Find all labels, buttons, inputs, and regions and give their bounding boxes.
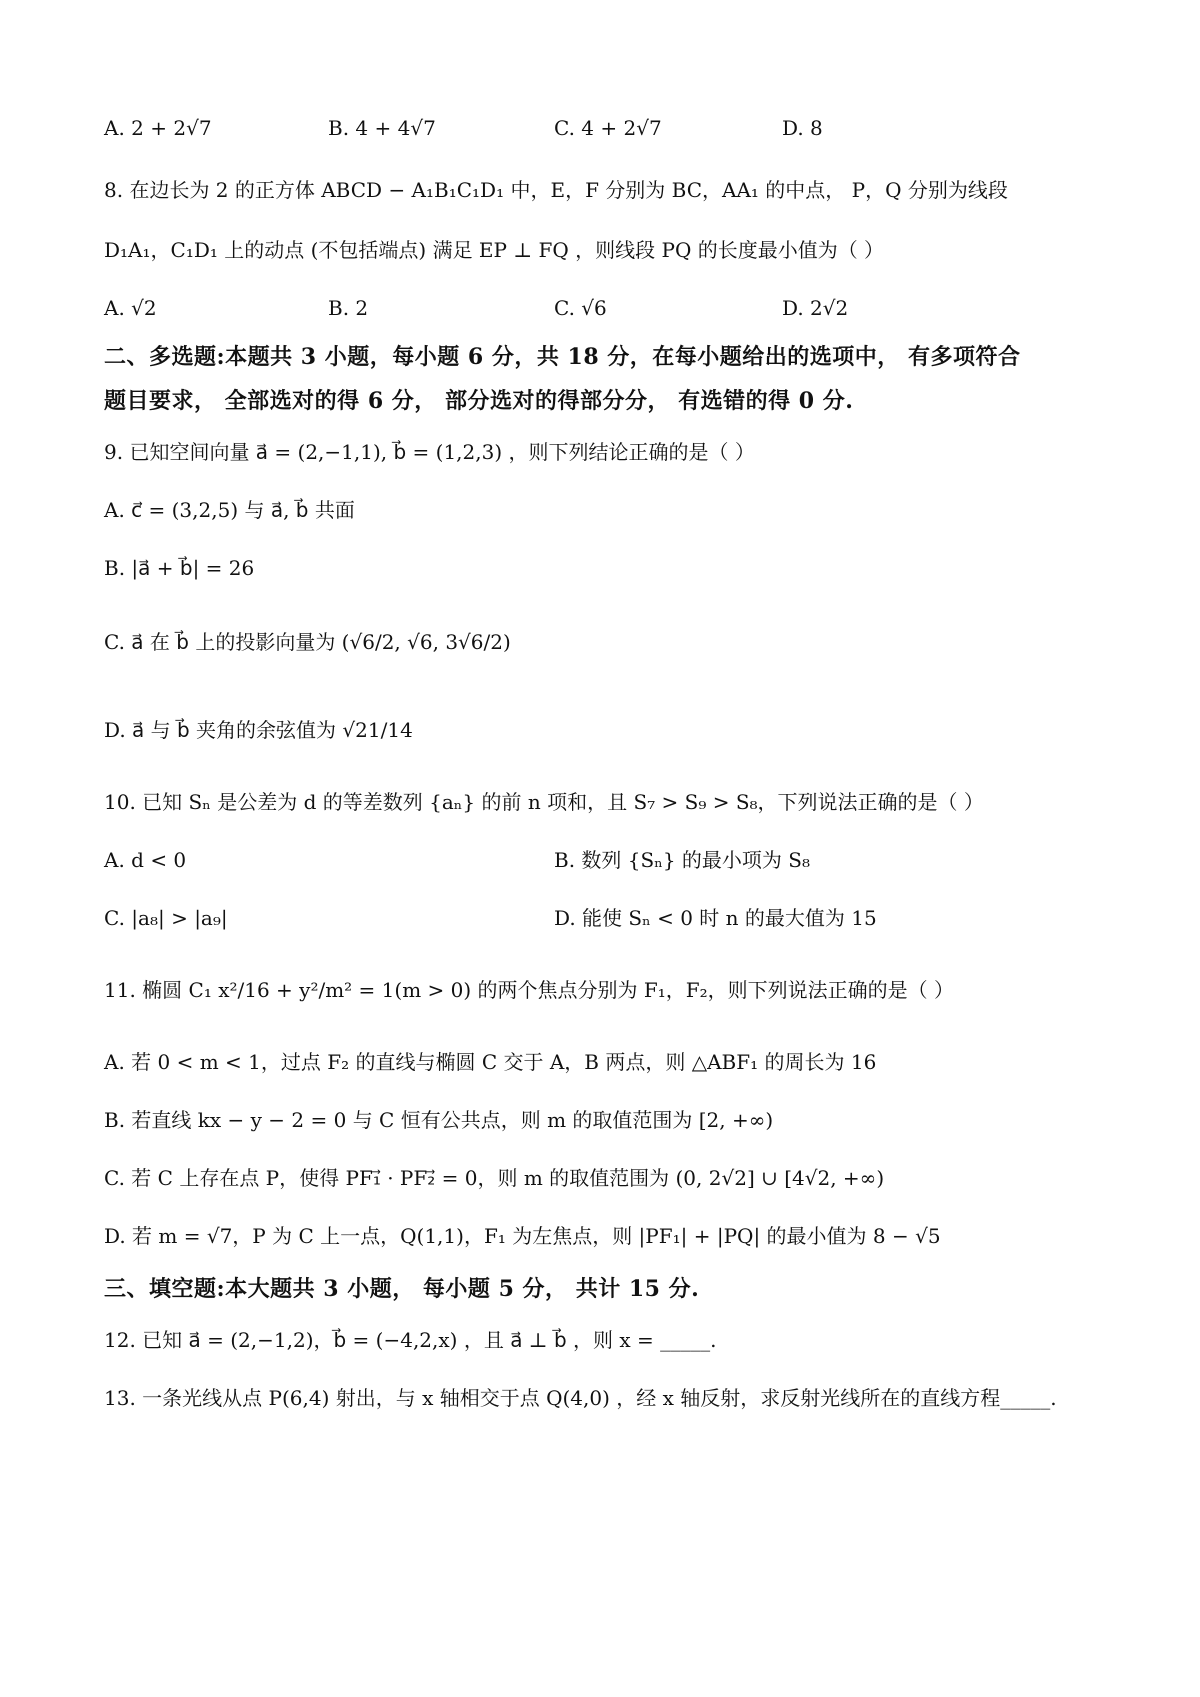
q11-option-b: B. 若直线 kx − y − 2 = 0 与 C 恒有公共点，则 m 的取值范围为 [2, +∞) — [104, 1108, 774, 1132]
q13-stem: 13. 一条光线从点 P(6,4) 射出，与 x 轴相交于点 Q(4,0) ，经 x 轴反射，求反射光线所在的直线方程_____. — [104, 1386, 1057, 1410]
q10-stem: 10. 已知 Sₙ 是公差为 d 的等差数列 {aₙ} 的前 n 项和，且 S₇ > S₉ > S₈，下列说法正确的是（ ） — [104, 790, 984, 814]
q8-option-b: B. 2 — [328, 296, 369, 320]
q12-stem: 12. 已知 a⃗ = (2,−1,2)，b⃗ = (−4,2,x) ，且 a⃗ ⊥ b⃗ ，则 x = _____. — [104, 1328, 717, 1352]
q11-option-a: A. 若 0 < m < 1，过点 F₂ 的直线与椭圆 C 交于 A，B 两点，则 △ABF₁ 的周长为 16 — [104, 1050, 877, 1074]
q10-option-c: C. |a₈| > |a₉| — [104, 906, 228, 930]
q11-option-d: D. 若 m = √7，P 为 C 上一点，Q(1,1)，F₁ 为左焦点，则 |PF₁| + |PQ| 的最小值为 8 − √5 — [104, 1224, 941, 1248]
q10-option-d: D. 能使 Sₙ < 0 时 n 的最大值为 15 — [554, 906, 877, 930]
q7-option-a: A. 2 + 2√7 — [104, 116, 212, 140]
q9-option-d: D. a⃗ 与 b⃗ 夹角的余弦值为 √21/14 — [104, 718, 413, 742]
q11-stem: 11. 椭圆 C₁ x²/16 + y²/m² = 1(m > 0) 的两个焦点分别为 F₁，F₂，则下列说法正确的是（ ） — [104, 978, 955, 1002]
q8-option-a: A. √2 — [104, 296, 157, 320]
q10-option-a: A. d < 0 — [104, 848, 187, 872]
q8-stem-line2: D₁A₁，C₁D₁ 上的动点 (不包括端点) 满足 EP ⊥ FQ ，则线段 PQ 的长度最小值为（ ） — [104, 238, 885, 262]
section3-heading: 三、填空题:本大题共 3 小题， 每小题 5 分， 共计 15 分. — [104, 1276, 700, 1302]
q7-option-c: C. 4 + 2√7 — [554, 116, 662, 140]
q9-stem: 9. 已知空间向量 a⃗ = (2,−1,1), b⃗ = (1,2,3) ，则下列结论正确的是（ ） — [104, 440, 755, 464]
q7-option-d: D. 8 — [782, 116, 823, 140]
q9-option-b: B. |a⃗ + b⃗| = 26 — [104, 556, 255, 580]
q8-option-c: C. √6 — [554, 296, 607, 320]
section2-heading-line2: 题目要求， 全部选对的得 6 分， 部分选对的得部分分， 有选错的得 0 分. — [104, 388, 854, 414]
q9-option-c: C. a⃗ 在 b⃗ 上的投影向量为 (√6/2, √6, 3√6/2) — [104, 630, 511, 654]
q9-option-a: A. c⃗ = (3,2,5) 与 a⃗, b⃗ 共面 — [104, 498, 355, 522]
q11-option-c: C. 若 C 上存在点 P，使得 PF₁⃗ · PF₂⃗ = 0，则 m 的取值范围为 (0, 2√2] ∪ [4√2, +∞) — [104, 1166, 885, 1190]
q7-option-b: B. 4 + 4√7 — [328, 116, 436, 140]
q10-option-b: B. 数列 {Sₙ} 的最小项为 S₈ — [554, 848, 811, 872]
q8-stem-line1: 8. 在边长为 2 的正方体 ABCD − A₁B₁C₁D₁ 中，E，F 分别为 BC，AA₁ 的中点， P，Q 分别为线段 — [104, 178, 1008, 202]
section2-heading-line1: 二、多选题:本题共 3 小题，每小题 6 分，共 18 分，在每小题给出的选项中， 有多项符合 — [104, 344, 1021, 370]
q8-option-d: D. 2√2 — [782, 296, 849, 320]
